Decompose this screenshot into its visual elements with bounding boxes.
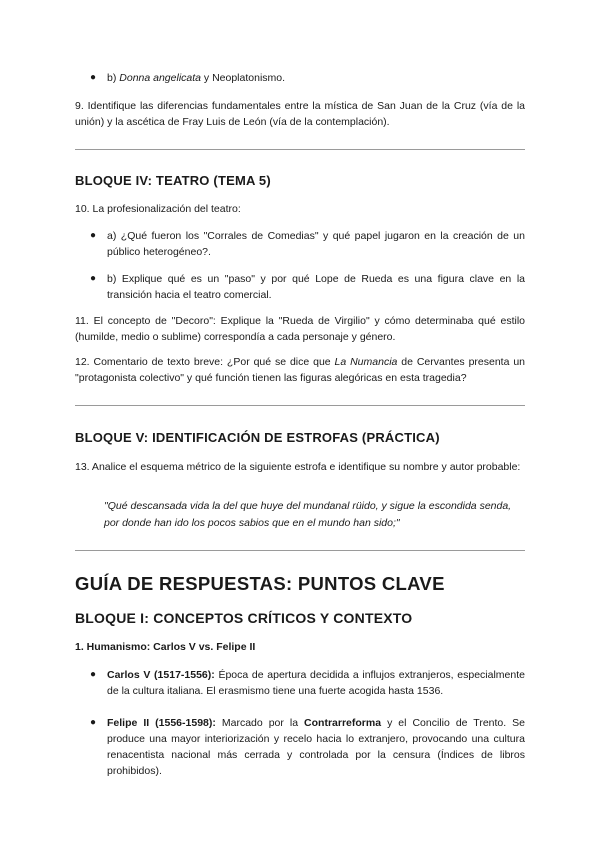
question-12: 12. Comentario de texto breve: ¿Por qué se dice que La Numancia de Cervantes presenta un "protagonista colectivo" y qué función tienen las figuras alegóricas en esta tragedia?	[75, 356, 526, 384]
heading-bloque-i: BLOQUE I: CONCEPTOS CRÍTICOS Y CONTEXTO	[75, 610, 413, 626]
bullet-icon: ●	[90, 273, 97, 284]
divider	[75, 149, 525, 150]
list-item-donna-angelicata: b) Donna angelicata y Neoplatonismo.	[107, 72, 286, 84]
question-9: 9. Identifique las diferencias fundamentales entre la mística de San Juan de la Cruz (vía de la unión) y la ascética de Fray Luis de León (vía de la contemplación).	[75, 100, 525, 128]
answer-felipe-ii: Felipe II (1556-1598): Marcado por la Contrarreforma y el Concilio de Trento. Se produce una mayor interiorización y recelo hacia lo extranjero, provocando una cultura renacentista nacional más cerrada y controlada por la censura (Índices de libros prohibidos).	[107, 717, 526, 777]
bullet-icon: ●	[90, 669, 97, 680]
list-item-10b: b) Explique qué es un "paso" y por qué Lope de Rueda es una figura clave en la transición hacia el teatro comercial.	[107, 273, 525, 301]
bullet-icon: ●	[90, 72, 97, 83]
heading-guia-respuestas: GUÍA DE RESPUESTAS: PUNTOS CLAVE	[75, 573, 445, 594]
verse-quote: "Qué descansada vida la del que huye del mundanal rüido, y sigue la escondida senda, por donde han ido los pocos sabios que en el mundo han sido;"	[104, 500, 512, 529]
bullet-icon: ●	[90, 717, 97, 728]
question-11: 11. El concepto de "Decoro": Explique la "Rueda de Virgilio" y cómo determinaba qué estilo (humilde, medio o sublime) correspondía a cada personaje y género.	[75, 315, 525, 343]
subheading-humanismo: 1. Humanismo: Carlos V vs. Felipe II	[75, 641, 256, 653]
divider	[75, 405, 525, 406]
divider	[75, 550, 525, 551]
heading-bloque-iv: BLOQUE IV: TEATRO (TEMA 5)	[75, 173, 271, 188]
list-item-10a: a) ¿Qué fueron los "Corrales de Comedias" y qué papel jugaron en la creación de un público heterogéneo?.	[107, 230, 525, 258]
heading-bloque-v: BLOQUE V: IDENTIFICACIÓN DE ESTROFAS (PRÁCTICA)	[75, 430, 440, 445]
question-13: 13. Analice el esquema métrico de la siguiente estrofa e identifique su nombre y autor probable:	[75, 461, 521, 473]
bullet-icon: ●	[90, 230, 97, 241]
answer-carlos-v: Carlos V (1517-1556): Época de apertura decidida a influjos extranjeros, especialmente de la cultura italiana. El erasmismo tiene una fuerte acogida hasta 1536.	[107, 669, 525, 697]
question-10: 10. La profesionalización del teatro:	[75, 203, 241, 215]
